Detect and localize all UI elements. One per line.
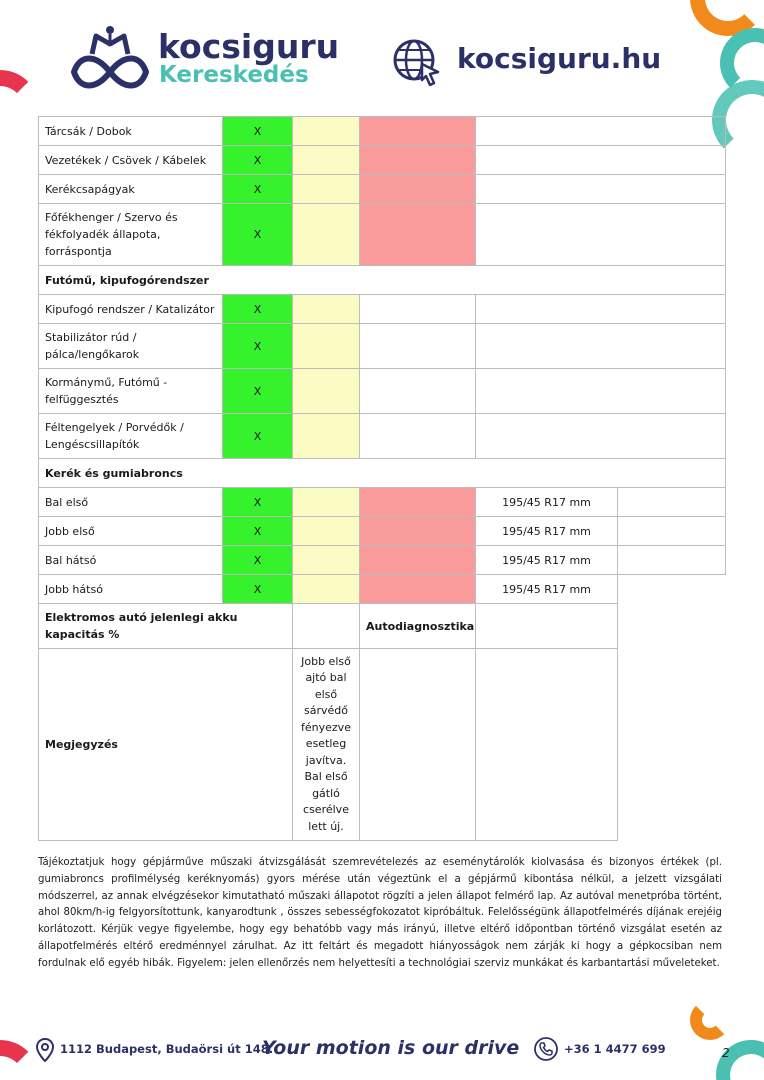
status-ok-cell: X: [223, 369, 293, 414]
table-row: [39, 146, 726, 175]
brand-name: kocsiguru: [158, 27, 340, 66]
row-label: Jobb első: [39, 517, 223, 546]
row-label: Főfékhenger / Szervo és fékfolyadék állapota, forráspontja: [39, 204, 223, 266]
page-footer: [0, 1020, 764, 1080]
status-warn-cell: [293, 517, 360, 546]
row-label: Bal hátsó: [39, 546, 223, 575]
table-row: [39, 204, 726, 266]
status-bad-cell: [360, 517, 476, 546]
status-ok-cell: X: [223, 414, 293, 459]
globe-cursor-icon: [392, 38, 442, 86]
tire-extra-cell: [618, 517, 726, 546]
section-row: [39, 459, 726, 488]
status-ok-cell: X: [223, 575, 293, 604]
phone-icon: [534, 1037, 558, 1061]
section-row: [39, 266, 726, 295]
table-row: [39, 546, 726, 575]
status-bad-cell: [360, 324, 476, 369]
map-pin-icon: [36, 1038, 54, 1062]
status-warn-cell: [293, 324, 360, 369]
disclaimer-text: Tájékoztatjuk hogy gépjárműve műszaki átvizsgálását szemrevételezés az eseménytárolók kiolvasása és bizonyos értékek (pl. gumiabroncs profilmélység keréknyomás) gyors mérése után végeztünk el a gépjármű kibontása nélkül, a jelzett vizsgálati módszerrel, az annak elvégzésekor kimutatható műszaki állapotot rögzíti a jelen állapot felmérő lap. Az autóval menetpróba történt, ahol 80km/h-ig felgyorsítottunk, kanyarodtunk , összes sebességfokozatot kipróbáltuk. Felelősségünk állapotfelmérés díjának erejéig korlátozott. Kérjük vegye figyelembe, hogy egy behatóbb vagy más irányú, illetve eltérő időpontban történő vizsgálat esetén az állapotfelmérés eltérő eredménnyel zárulhat. Az itt feltárt és megadott hiányosságok nem zárják ki hogy a gépkocsiban nem fordulnak elő egyéb hibák. Figyelem: jelen ellenőrzés nem helyettesíti a technológiai szerviz munkákat és karbantartási műveleteket.: [38, 857, 722, 969]
tire-extra-cell: [618, 488, 726, 517]
status-bad-cell: [360, 295, 476, 324]
status-warn-cell: [293, 175, 360, 204]
status-ok-cell: X: [223, 324, 293, 369]
autodiagnostics-label: Autodiagnosztika: [360, 604, 476, 649]
status-bad-cell: [360, 488, 476, 517]
row-label: Jobb hátsó: [39, 575, 223, 604]
note-cell: [476, 414, 726, 459]
table-row: [39, 575, 726, 604]
status-ok-cell: X: [223, 295, 293, 324]
row-label: Féltengelyek / Porvédők / Lengéscsillapítók: [39, 414, 223, 459]
footer-address: 1112 Budapest, Budaörsi út 148.: [60, 1042, 274, 1056]
status-ok-cell: X: [223, 117, 293, 146]
note-cell: [476, 175, 726, 204]
table-row: [39, 175, 726, 204]
row-label: Kerékcsapágyak: [39, 175, 223, 204]
table-row: [39, 517, 726, 546]
tire-extra-cell: [618, 575, 726, 604]
status-warn-cell: [293, 546, 360, 575]
page-number: 2: [722, 1046, 730, 1060]
empty-cell: [618, 604, 726, 649]
row-label: Stabilizátor rúd / pálca/lengőkarok: [39, 324, 223, 369]
status-warn-cell: [293, 369, 360, 414]
status-warn-cell: [293, 488, 360, 517]
table-row: [39, 324, 726, 369]
row-label: Kipufogó rendszer / Katalizátor: [39, 295, 223, 324]
row-label: Vezetékek / Csövek / Kábelek: [39, 146, 223, 175]
status-bad-cell: [360, 117, 476, 146]
notes-row: [39, 649, 726, 841]
status-ok-cell: X: [223, 488, 293, 517]
note-cell: [476, 204, 726, 266]
tire-size-cell: 195/45 R17 mm: [476, 575, 618, 604]
notes-empty-cell: [360, 649, 476, 841]
note-cell: [476, 117, 726, 146]
autodiagnostics-value: [476, 604, 618, 649]
ev-battery-value: [293, 604, 360, 649]
status-warn-cell: [293, 295, 360, 324]
note-cell: [476, 295, 726, 324]
status-warn-cell: [293, 117, 360, 146]
status-warn-cell: [293, 204, 360, 266]
footer-slogan: Your motion is our drive: [262, 1037, 520, 1059]
table-row: [39, 488, 726, 517]
section-title: Kerék és gumiabroncs: [39, 459, 726, 488]
status-ok-cell: X: [223, 546, 293, 575]
status-bad-cell: [360, 146, 476, 175]
tire-size-cell: 195/45 R17 mm: [476, 488, 618, 517]
row-label: Kormánymű, Futómű - felfüggesztés: [39, 369, 223, 414]
table-row: [39, 117, 726, 146]
row-label: Tárcsák / Dobok: [39, 117, 223, 146]
status-warn-cell: [293, 146, 360, 175]
note-cell: [476, 369, 726, 414]
empty-cell: [618, 649, 726, 841]
notes-empty-cell-2: [476, 649, 618, 841]
tire-size-cell: 195/45 R17 mm: [476, 546, 618, 575]
table-row: [39, 295, 726, 324]
table-row: [39, 414, 726, 459]
tire-size-cell: 195/45 R17 mm: [476, 517, 618, 546]
page-header: [0, 0, 764, 110]
note-cell: [476, 146, 726, 175]
table-row: [39, 369, 726, 414]
status-bad-cell: [360, 414, 476, 459]
status-ok-cell: X: [223, 175, 293, 204]
notes-text: Jobb első ajtó bal első sárvédő fényezve esetleg javítva. Bal első gátló cserélve lett új.: [293, 649, 360, 841]
status-bad-cell: [360, 369, 476, 414]
notes-label: Megjegyzés: [39, 649, 293, 841]
website-text: kocsiguru.hu: [457, 42, 662, 75]
status-ok-cell: X: [223, 204, 293, 266]
status-bad-cell: [360, 204, 476, 266]
status-ok-cell: X: [223, 517, 293, 546]
ev-diagnostics-row: [39, 604, 726, 649]
status-bad-cell: [360, 546, 476, 575]
note-cell: [476, 324, 726, 369]
inspection-table: [38, 116, 726, 841]
row-label: Bal első: [39, 488, 223, 517]
tire-extra-cell: [618, 546, 726, 575]
brand-subtitle: Kereskedés: [159, 62, 309, 88]
status-warn-cell: [293, 575, 360, 604]
robot-car-logo-icon: [66, 24, 154, 94]
footer-phone: +36 1 4477 699: [564, 1042, 666, 1056]
status-bad-cell: [360, 575, 476, 604]
status-bad-cell: [360, 175, 476, 204]
ev-battery-label: Elektromos autó jelenlegi akku kapacitás %: [39, 604, 293, 649]
status-ok-cell: X: [223, 146, 293, 175]
status-warn-cell: [293, 414, 360, 459]
section-title: Futómű, kipufogórendszer: [39, 266, 726, 295]
